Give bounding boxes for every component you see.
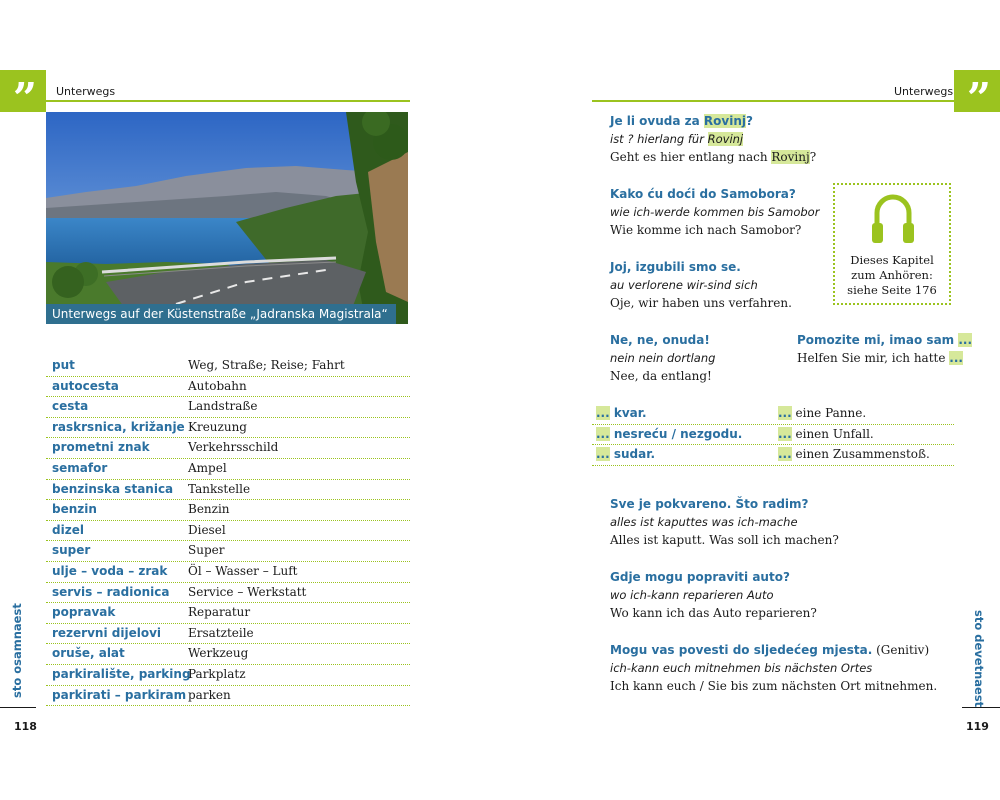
vocab-german: Ersatzteile <box>188 625 254 640</box>
highlight-place-de: Rovinj <box>771 150 810 164</box>
phrase-literal: wo ich-kann reparieren Auto <box>610 588 774 602</box>
vocab-croatian: popravak <box>52 605 116 620</box>
vocab-german: Kreuzung <box>188 419 247 434</box>
phrase-de: Alles ist kaputt. Was soll ich machen? <box>610 533 839 547</box>
vocab-row <box>46 665 410 686</box>
ellipsis-marker: ... <box>778 406 792 420</box>
vocab-croatian: benzin <box>52 502 97 517</box>
vocab-german: parken <box>188 687 231 702</box>
audio-chapter-box <box>833 183 951 305</box>
highlight-place: Rovinj <box>703 114 746 128</box>
phrase-block-7 <box>610 568 817 622</box>
vocab-croatian: semafor <box>52 460 108 475</box>
vocab-row <box>46 377 410 398</box>
vocab-row <box>46 459 410 480</box>
phrase-block-8 <box>610 641 937 695</box>
vocab-row <box>46 541 410 562</box>
audio-note-line-1: Dieses Kapitel <box>850 253 934 267</box>
completion-croatian <box>596 427 742 441</box>
vocab-german: Öl – Wasser – Luft <box>188 563 298 578</box>
phrase-de: Wo kann ich das Auto reparieren? <box>610 606 817 620</box>
ellipsis-marker: ... <box>949 351 963 365</box>
vocab-croatian: parkirati – parkiram <box>52 687 187 702</box>
vocab-row <box>46 418 410 439</box>
ellipsis-marker: ... <box>778 426 792 441</box>
vocab-croatian: ulje – voda – zrak <box>52 563 168 578</box>
coastal-road-illustration <box>46 112 408 324</box>
vocab-row <box>46 644 410 665</box>
phrase-de: Oje, wir haben uns verfahren. <box>610 296 792 310</box>
vocab-croatian: parkiralište, parking <box>52 666 191 681</box>
vocab-croatian: rezervni dijelovi <box>52 625 162 640</box>
ellipsis-marker: ... <box>596 426 610 441</box>
ellipsis-marker: ... <box>958 333 973 347</box>
completion-croatian-text: nesreću / nezgodu. <box>609 426 743 441</box>
vocab-german: Benzin <box>188 502 230 517</box>
vocab-croatian: put <box>52 358 75 372</box>
completion-croatian <box>596 406 647 420</box>
ellipsis-marker: ... <box>596 447 610 462</box>
vocab-croatian: oruše, alat <box>52 646 125 661</box>
phrase-hr: Gdje mogu popraviti auto? <box>610 570 790 584</box>
phrase-literal: alles ist kaputtes was ich-mache <box>610 515 798 529</box>
phrase-de-end: ? <box>809 150 817 164</box>
phrase-block-2 <box>610 185 819 239</box>
completion-croatian-text: sudar. <box>609 447 656 462</box>
coastal-road-photo <box>46 112 408 324</box>
page-number-word-left: sto osamnaest <box>10 603 24 698</box>
phrase-de: Wie komme ich nach Samobor? <box>610 223 802 237</box>
phrase-de: Geht es hier entlang nach <box>610 150 772 164</box>
phrase-hr: Sve je pokvareno. Što radim? <box>610 497 809 511</box>
photo-caption: Unterwegs auf der Küstenstraße „Jadranska Magistrala“ <box>46 304 396 324</box>
phrase-literal: wie ich-werde kommen bis Samobor <box>610 205 820 219</box>
vocab-row <box>46 624 410 645</box>
completion-row <box>592 425 954 446</box>
completion-croatian-text: kvar. <box>609 406 647 420</box>
audio-note-line-3: siehe Seite 176 <box>847 283 937 297</box>
bottom-rule-left <box>0 707 36 708</box>
vocab-row <box>46 480 410 501</box>
phrase-hr: Ne, ne, onuda! <box>610 333 710 347</box>
audio-note-line-2: zum Anhören: <box>851 268 933 282</box>
phrase-hr: Pomozite mi, imao sam <box>797 333 959 347</box>
audio-note <box>835 253 949 298</box>
phrase-de: Ich kann euch / Sie bis zum nächsten Ort mitnehmen. <box>610 679 938 693</box>
page-number-right: 119 <box>966 720 989 733</box>
completion-german-text: einen Unfall. <box>791 426 874 441</box>
vocab-row <box>46 397 410 418</box>
vocab-german: Autobahn <box>188 378 247 393</box>
vocab-row <box>46 500 410 521</box>
completion-german <box>778 406 866 420</box>
vocab-row <box>46 686 410 707</box>
vocab-row <box>46 603 410 624</box>
vocab-croatian: prometni znak <box>52 440 150 455</box>
page-number-left: 118 <box>14 720 37 733</box>
completion-table <box>592 404 954 466</box>
vocab-german: Service – Werkstatt <box>188 584 307 599</box>
vocab-row <box>46 356 410 377</box>
vocab-croatian: autocesta <box>52 378 119 393</box>
bottom-rule-right <box>962 707 1000 708</box>
phrase-hr: Joj, izgubili smo se. <box>610 260 741 274</box>
vocab-german: Parkplatz <box>188 666 246 681</box>
completion-german-text: einen Zusammenstoß. <box>791 447 930 462</box>
completion-row <box>592 404 954 425</box>
phrase-hr: Mogu vas povesti do sljedećeg mjesta. <box>610 643 873 657</box>
vocab-row <box>46 583 410 604</box>
vocab-german: Weg, Straße; Reise; Fahrt <box>188 358 345 372</box>
phrase-block-4 <box>610 331 715 385</box>
completion-german <box>778 427 874 441</box>
grammar-note: (Genitiv) <box>872 643 930 657</box>
quote-badge-right: ” <box>954 70 1000 112</box>
vocab-croatian: raskrsnica, križanje <box>52 419 185 434</box>
phrase-hr-end: ? <box>746 114 753 128</box>
phrase-literal: au verlorene wir-sind sich <box>610 278 758 292</box>
page-number-word-right: sto devetnaest <box>972 610 986 708</box>
completion-croatian <box>596 447 655 461</box>
phrase-literal: nein nein dortlang <box>610 351 716 365</box>
ellipsis-marker: ... <box>596 406 610 420</box>
vocabulary-table <box>46 356 410 706</box>
vocab-row <box>46 521 410 542</box>
header-rule-right <box>592 100 954 102</box>
vocab-german: Werkzeug <box>188 646 249 661</box>
vocab-german: Ampel <box>188 460 227 475</box>
phrase-block-1 <box>610 112 816 166</box>
vocab-row <box>46 562 410 583</box>
phrase-hr: Kako ću doći do Samobora? <box>610 187 796 201</box>
phrase-literal: ist ? hierlang für <box>610 132 708 146</box>
phrase-literal: ich-kann euch mitnehmen bis nächsten Ortes <box>610 661 873 675</box>
completion-row <box>592 445 954 466</box>
headphones-icon <box>871 191 915 247</box>
phrase-de: Nee, da entlang! <box>610 369 712 383</box>
section-title-left: Unterwegs <box>56 85 116 98</box>
vocab-german: Landstraße <box>188 399 258 414</box>
phrase-block-6 <box>610 495 839 549</box>
phrase-de: Helfen Sie mir, ich hatte <box>797 351 950 365</box>
completion-german-text: eine Panne. <box>791 406 867 420</box>
completion-german <box>778 447 930 461</box>
vocab-croatian: cesta <box>52 399 89 414</box>
vocab-german: Super <box>188 543 225 558</box>
vocab-german: Verkehrsschild <box>188 440 279 455</box>
vocab-croatian: super <box>52 543 91 558</box>
phrase-hr: Je li ovuda za <box>610 114 704 128</box>
header-rule-left <box>46 100 410 102</box>
ellipsis-marker: ... <box>778 447 792 462</box>
phrase-block-5 <box>797 331 972 367</box>
quote-badge-left: ” <box>0 70 46 112</box>
vocab-german: Tankstelle <box>188 481 251 496</box>
vocab-croatian: servis – radionica <box>52 584 170 599</box>
highlight-place-literal: Rovinj <box>707 132 744 146</box>
vocab-row <box>46 438 410 459</box>
section-title-right: Unterwegs <box>894 85 954 98</box>
vocab-croatian: benzinska stanica <box>52 481 174 496</box>
vocab-german: Diesel <box>188 522 226 537</box>
vocab-croatian: dizel <box>52 522 84 537</box>
vocab-german: Reparatur <box>188 605 251 620</box>
phrase-block-3 <box>610 258 792 312</box>
